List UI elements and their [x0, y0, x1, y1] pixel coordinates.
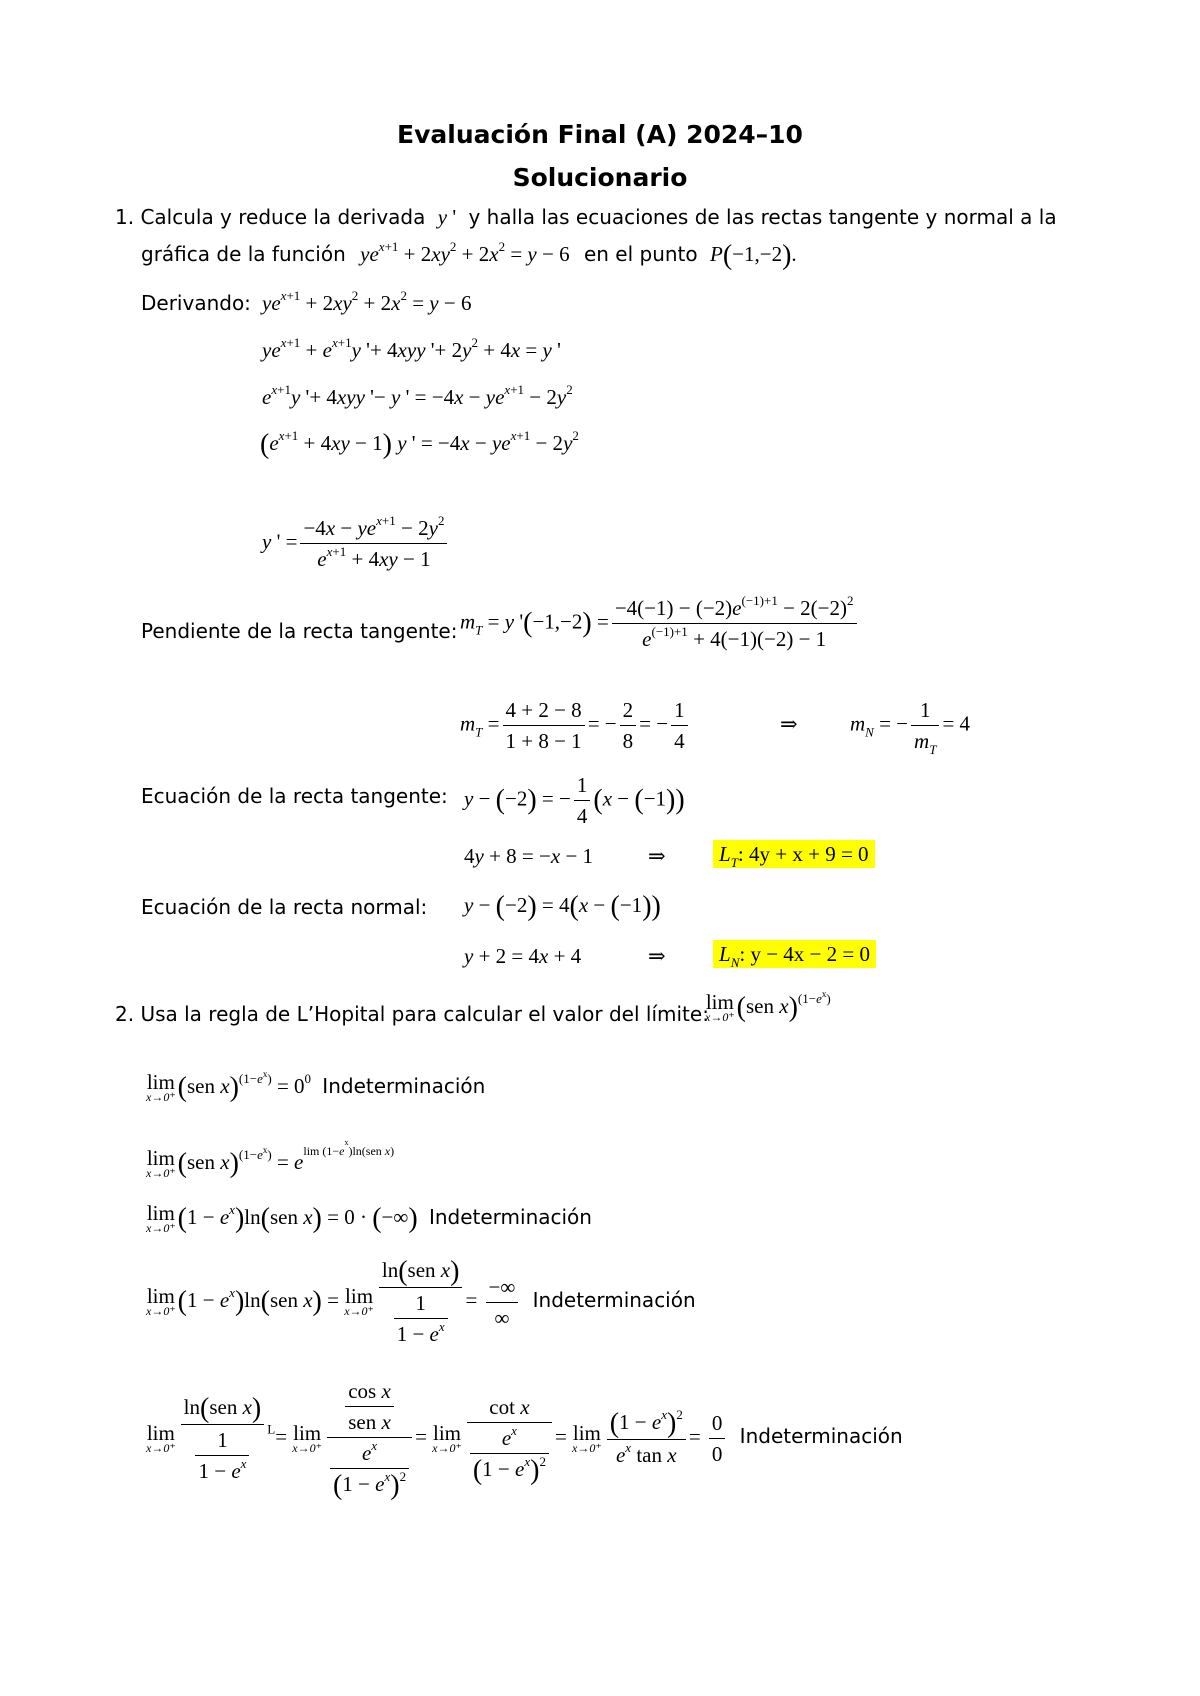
p2-step-2: lim x→0⁺ (sen $x)^{(1-e^x)} = e^{lim (1-e^x)ln(sen x)}$: [146, 1138, 395, 1181]
implies-arrow-normal: ⇒: [648, 944, 666, 968]
tangent-result-text: : 4y + x + 9 = 0: [737, 842, 869, 866]
p2-step-1: lim x→0⁺ (sen $x)^{(1-e^x)} = 0^0$ Indeterminación: [146, 1069, 486, 1105]
derivation-step-2: $e^{x+1}y$ '+ 4xyy '− y ' = $-4x - ye^{x+1} - 2y^2$: [262, 382, 573, 409]
p2-step-4: lim x→0⁺ $(1 - e^x)\ln(sen$ x) = lim x→0⁺ $\frac{\text{ln(sen x)}}{\frac{1}{1 - e^x}}$ = $\frac{-\infty}{\infty}$ Indeterminación: [146, 1256, 696, 1346]
problem1-statement-line1: 1. Calcula y reduce la derivada y ' y halla las ecuaciones de las rectas tangente y normal a la: [115, 205, 1057, 229]
point-p: P(−1,−2).: [710, 240, 797, 271]
page-title: Evaluación Final (A) 2024–10: [397, 120, 803, 149]
problem2-statement-text: 2. Usa la regla de L’Hopital para calcular el valor del límite:: [115, 1002, 709, 1026]
tangent-simplified: 4y + 8 = −x − 1: [464, 844, 594, 868]
slope-normal-value: $m_N$ = − $\frac{1}{m_T}$ = 4: [850, 695, 970, 756]
derivative-result: y ' = $\frac{-4x - ye^{x+1} - 2y^2}{e^{x+1} + 4xy - 1}$: [262, 513, 450, 574]
problem2-limit: lim x→0⁺ (sen x)$^{(1-e^x)}$: [705, 989, 831, 1025]
page-subtitle: Solucionario: [512, 163, 688, 192]
slope-label: Pendiente de la recta tangente:: [141, 619, 458, 643]
derivation-step-0: $ye^{x+1} + 2xy^2 + 2x^2 = y - 6$: [262, 288, 472, 315]
statement-function-label: gráfica de la función: [141, 242, 346, 266]
slope-tangent-value: $m_T$ = $\frac{4 + 2 - 8}{1 + 8 - 1}$ = − $\frac{2}{8}$ = − $\frac{1}{4}$: [460, 695, 691, 756]
tangent-equation: y − (−2) = − $\frac{1}{4}$ (x − (−1)): [464, 770, 685, 831]
derivando-label: Derivando:: [141, 291, 251, 315]
normal-label: Ecuación de la recta normal:: [141, 895, 428, 919]
normal-result: $L_N$: y − 4x − 2 = 0: [713, 940, 876, 968]
p2-step-5: lim x→0⁺ $\frac{\text{ln(sen x)}}{\frac{1}{1 - e^x}}$ $^L$= lim x→0⁺ $\frac{\frac{\text{cos x}}{\text{sen x}}}{\frac{e^x}{(1 - e^x)^2}}$ = lim x→0⁺ $\frac{\text{cot x}}{\frac{e^x}{(1 - e^x)^2}}$ = lim x→0⁺ $\frac{(1 - e^x)^2}{e^x \tan x}$ = $\frac{0}{0}$ Indeterminación: [146, 1376, 903, 1501]
normal-result-text: : y − 4x − 2 = 0: [739, 942, 870, 966]
derivation-step-1: $ye^{x+1} + e^{x+1}y$ '+ 4xyy '+ $2y^2 + 4x = y$ ': [262, 335, 561, 362]
implies-arrow-tangent: ⇒: [648, 844, 666, 868]
problem1-statement-mid: y halla las ecuaciones de las rectas tangente y normal a la: [468, 205, 1057, 229]
statement-point-label: en el punto: [583, 242, 698, 266]
p2-step-3: lim x→0⁺ $(1 - e^x)\ln(sen$ x) = 0 · (−∞) Indeterminación: [146, 1201, 592, 1236]
derivation-step-3: $(e^{x+1} + 4xy - 1)$ y ' = $-4x - ye^{x+1} - 2y^2$: [260, 428, 579, 460]
tangent-result: $L_T$: 4y + x + 9 = 0: [713, 840, 875, 868]
normal-simplified: y + 2 = 4x + 4: [464, 944, 582, 968]
indet-label-4: Indeterminación: [739, 1424, 903, 1449]
indet-label-3: Indeterminación: [532, 1287, 696, 1312]
function-equation: $ye^{x+1} + 2xy^2 + 2x^2 = y - 6$: [360, 239, 570, 266]
problem1-statement-start: 1. Calcula y reduce la derivada: [115, 205, 426, 229]
tangent-label: Ecuación de la recta tangente:: [141, 784, 448, 808]
indet-label-2: Indeterminación: [428, 1205, 592, 1229]
problem1-statement-line2: [141, 240, 797, 270]
problem2-statement: [115, 1000, 709, 1028]
implies-arrow: ⇒: [780, 712, 798, 736]
indet-label-1: Indeterminación: [322, 1074, 486, 1098]
slope-substitution: $m_T = y$ '(−1,−2) = $\frac{-4(-1) - (-2)e^{(-1)+1} - 2(-2)^2}{e^{(-1)+1} + 4(-1)(-2) - 1}$: [460, 593, 860, 654]
normal-equation: y − (−2) = 4(x − (−1)): [464, 891, 661, 922]
